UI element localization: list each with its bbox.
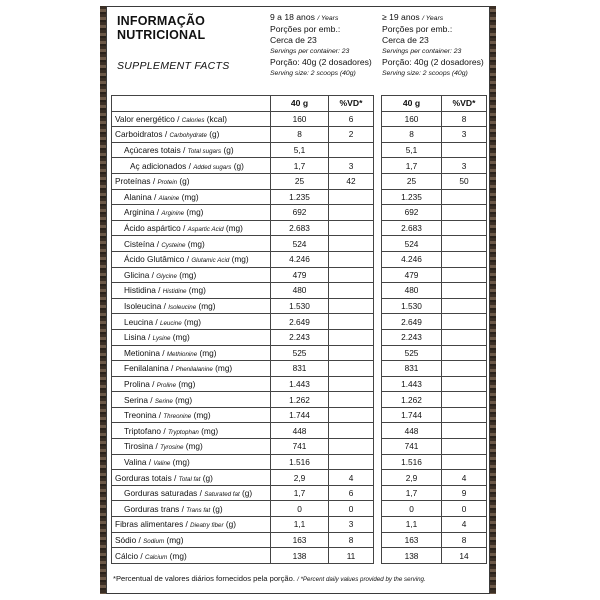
table-row: [112, 485, 487, 501]
nutrient-name: Gorduras trans / Trans fat (g): [112, 501, 271, 517]
column-gap: [374, 189, 382, 205]
dv-col1: [329, 454, 374, 470]
column-gap: [374, 205, 382, 221]
amount-col1: 1,1: [271, 517, 329, 533]
age-range-1: 9 a 18 anos / Years: [270, 12, 339, 22]
column-gap: [374, 485, 382, 501]
table-row: [112, 470, 487, 486]
dv-col2: 3: [442, 158, 487, 174]
serving-info-col2: [382, 12, 488, 79]
table-row: [112, 454, 487, 470]
right-package-edge: [490, 6, 496, 594]
column-gap: [374, 236, 382, 252]
label-subtitle: SUPPLEMENT FACTS: [117, 60, 230, 72]
amount-col2: 1.744: [382, 407, 442, 423]
dv-col2: 0: [442, 501, 487, 517]
dv-col1: [329, 142, 374, 158]
amount-col2: 741: [382, 439, 442, 455]
amount-col1: 138: [271, 548, 329, 564]
amount-col1: 2.683: [271, 220, 329, 236]
amount-col1: 4.246: [271, 251, 329, 267]
table-row: [112, 376, 487, 392]
dv-col2: [442, 314, 487, 330]
dv-col1: [329, 251, 374, 267]
nutrient-name: Cálcio / Calcium (mg): [112, 548, 271, 564]
amount-col1: 2.243: [271, 329, 329, 345]
dv-col1: 3: [329, 158, 374, 174]
dv-col2: 14: [442, 548, 487, 564]
dv-col1: [329, 267, 374, 283]
dv-col2: [442, 220, 487, 236]
table-row: [112, 142, 487, 158]
nutrient-name: Gorduras totais / Total fat (g): [112, 470, 271, 486]
table-row: [112, 501, 487, 517]
amount-col2: 0: [382, 501, 442, 517]
amount-col2: 1.516: [382, 454, 442, 470]
amount-col2: 8: [382, 127, 442, 143]
amount-col1: 8: [271, 127, 329, 143]
dv-col1: 0: [329, 501, 374, 517]
column-gap: [374, 423, 382, 439]
amount-col1: 1.235: [271, 189, 329, 205]
amount-col2: 831: [382, 361, 442, 377]
dv-col1: 6: [329, 485, 374, 501]
column-gap: [374, 361, 382, 377]
column-gap: [374, 267, 382, 283]
dv-header-1: %VD*: [329, 96, 374, 112]
table-row: [112, 267, 487, 283]
dv-col1: 11: [329, 548, 374, 564]
amount-col2: 4.246: [382, 251, 442, 267]
column-gap: [374, 407, 382, 423]
dv-col2: [442, 376, 487, 392]
dv-col1: [329, 423, 374, 439]
column-gap: [374, 127, 382, 143]
column-gap: [374, 532, 382, 548]
amount-col2: 5,1: [382, 142, 442, 158]
servings-en-2: Servings per container: 23: [382, 48, 462, 55]
dv-col1: [329, 439, 374, 455]
table-row: [112, 423, 487, 439]
dv-col2: [442, 205, 487, 221]
dv-col1: [329, 220, 374, 236]
column-gap: [374, 96, 382, 112]
table-row: [112, 392, 487, 408]
table-row: [112, 314, 487, 330]
dv-header-2: %VD*: [442, 96, 487, 112]
column-gap: [374, 454, 382, 470]
dv-col1: [329, 392, 374, 408]
serving-info-col1: [270, 12, 375, 79]
table-row: [112, 173, 487, 189]
nutrient-name: Valor energético / Calories (kcal): [112, 111, 271, 127]
dv-col1: [329, 205, 374, 221]
column-gap: [374, 470, 382, 486]
column-gap: [374, 251, 382, 267]
dv-col1: 3: [329, 517, 374, 533]
nutrient-name: Carboidratos / Carbohydrate (g): [112, 127, 271, 143]
dv-col2: [442, 283, 487, 299]
dv-col1: [329, 376, 374, 392]
nutrient-name: Treonina / Threonine (mg): [112, 407, 271, 423]
amount-col2: 1.530: [382, 298, 442, 314]
dv-col2: [442, 361, 487, 377]
amount-col2: 479: [382, 267, 442, 283]
amount-col1: 1.530: [271, 298, 329, 314]
nutrient-name: Tirosina / Tyrosine (mg): [112, 439, 271, 455]
table-row: [112, 548, 487, 564]
amount-col1: 448: [271, 423, 329, 439]
amount-col1: 1.443: [271, 376, 329, 392]
table-row: [112, 236, 487, 252]
nutrition-table: [111, 95, 487, 564]
dv-col1: [329, 283, 374, 299]
nutrient-name: Metionina / Methionine (mg): [112, 345, 271, 361]
column-gap: [374, 173, 382, 189]
title-line-2: NUTRICIONAL: [117, 28, 206, 42]
amount-col1: 479: [271, 267, 329, 283]
amount-col1: 2.649: [271, 314, 329, 330]
dv-col1: 8: [329, 532, 374, 548]
amount-col1: 1.516: [271, 454, 329, 470]
table-row: [112, 111, 487, 127]
dv-col1: [329, 329, 374, 345]
dv-col2: [442, 439, 487, 455]
amount-col1: 1,7: [271, 158, 329, 174]
nutrient-name: Fenilalanina / Phenilalanine (mg): [112, 361, 271, 377]
amount-col1: 5,1: [271, 142, 329, 158]
dv-col1: [329, 189, 374, 205]
column-gap: [374, 517, 382, 533]
nutrient-name: Leucina / Leucine (mg): [112, 314, 271, 330]
dv-col2: [442, 423, 487, 439]
amount-col1: 525: [271, 345, 329, 361]
dv-col1: 42: [329, 173, 374, 189]
footnote: *Percentual de valores diários fornecidos pela porção. / *Percent daily values provided by the serving.: [113, 574, 426, 583]
amount-col2: 2,9: [382, 470, 442, 486]
amount-col2: 692: [382, 205, 442, 221]
amount-col1: 25: [271, 173, 329, 189]
table-row: [112, 517, 487, 533]
table-row: [112, 329, 487, 345]
amount-col1: 160: [271, 111, 329, 127]
servings-en-1: Servings per container: 23: [270, 48, 350, 55]
amount-col1: 163: [271, 532, 329, 548]
portions-label-1: Porções por emb.:: [270, 24, 341, 34]
column-gap: [374, 439, 382, 455]
nutrient-name: Fibras alimentares / Dieatry fiber (g): [112, 517, 271, 533]
dv-col1: 2: [329, 127, 374, 143]
dv-col2: [442, 345, 487, 361]
column-gap: [374, 142, 382, 158]
dv-col2: 4: [442, 517, 487, 533]
dv-col1: [329, 314, 374, 330]
column-gap: [374, 111, 382, 127]
label-title: [117, 14, 247, 42]
dv-col2: 9: [442, 485, 487, 501]
column-gap: [374, 283, 382, 299]
table-row: [112, 532, 487, 548]
nutrient-name: Alanina / Alanine (mg): [112, 189, 271, 205]
nutrient-name: Sódio / Sodium (mg): [112, 532, 271, 548]
table-row: [112, 298, 487, 314]
dv-col2: [442, 251, 487, 267]
table-row: [112, 361, 487, 377]
amount-col2: 25: [382, 173, 442, 189]
amount-col2: 1.262: [382, 392, 442, 408]
nutrient-name: Histidina / Histidine (mg): [112, 283, 271, 299]
amount-col2: 1,7: [382, 158, 442, 174]
dv-col2: 8: [442, 111, 487, 127]
nutrient-name: Arginina / Arginine (mg): [112, 205, 271, 221]
column-gap: [374, 220, 382, 236]
amount-col1: 0: [271, 501, 329, 517]
dv-col2: [442, 392, 487, 408]
dv-col2: 4: [442, 470, 487, 486]
column-gap: [374, 376, 382, 392]
amount-col2: 2.649: [382, 314, 442, 330]
nutrient-name: Ácido aspártico / Aspartic Acid (mg): [112, 220, 271, 236]
column-gap: [374, 158, 382, 174]
dv-col2: [442, 236, 487, 252]
amount-col1: 692: [271, 205, 329, 221]
amount-col1: 831: [271, 361, 329, 377]
amount-col1: 1.744: [271, 407, 329, 423]
column-gap: [374, 329, 382, 345]
table-row: [112, 251, 487, 267]
amount-col2: 2.243: [382, 329, 442, 345]
nutrient-name: Açúcares totais / Total sugars (g): [112, 142, 271, 158]
amount-col1: 524: [271, 236, 329, 252]
dv-col2: [442, 267, 487, 283]
table-row: [112, 158, 487, 174]
dv-col1: [329, 407, 374, 423]
amount-col2: 525: [382, 345, 442, 361]
portions-count-2: Cerca de 23: [382, 35, 429, 45]
amount-col2: 163: [382, 532, 442, 548]
amount-col2: 138: [382, 548, 442, 564]
table-row: [112, 283, 487, 299]
amount-col2: 448: [382, 423, 442, 439]
amount-col2: 480: [382, 283, 442, 299]
amount-col1: 1.262: [271, 392, 329, 408]
nutrient-name: Serina / Serine (mg): [112, 392, 271, 408]
nutrient-name: Isoleucina / Isoleucine (mg): [112, 298, 271, 314]
amount-col1: 1,7: [271, 485, 329, 501]
amount-header-1: 40 g: [271, 96, 329, 112]
column-gap: [374, 298, 382, 314]
nutrient-name: Prolina / Proline (mg): [112, 376, 271, 392]
dv-col2: [442, 454, 487, 470]
nutrient-name: Glicina / Glycine (mg): [112, 267, 271, 283]
table-row: [112, 220, 487, 236]
dv-col2: [442, 189, 487, 205]
table-row: [112, 205, 487, 221]
amount-col2: 2.683: [382, 220, 442, 236]
dv-col2: [442, 142, 487, 158]
nutrient-name: Triptofano / Tryptophan (mg): [112, 423, 271, 439]
dv-col1: [329, 298, 374, 314]
table-row: [112, 407, 487, 423]
column-gap: [374, 548, 382, 564]
table-row: [112, 189, 487, 205]
nutrient-name: Cisteína / Cysteine (mg): [112, 236, 271, 252]
dv-col1: [329, 236, 374, 252]
portions-label-2: Porções por emb.:: [382, 24, 453, 34]
dv-col2: [442, 298, 487, 314]
dv-col2: 8: [442, 532, 487, 548]
title-line-1: INFORMAÇÃO: [117, 14, 206, 28]
table-row: [112, 439, 487, 455]
dv-col1: 4: [329, 470, 374, 486]
column-gap: [374, 345, 382, 361]
column-gap: [374, 392, 382, 408]
nutrient-name: Proteínas / Protein (g): [112, 173, 271, 189]
nutrient-name: Ácido Glutâmico / Glutamic Acid (mg): [112, 251, 271, 267]
amount-col2: 1.443: [382, 376, 442, 392]
nutrient-name: Valina / Valine (mg): [112, 454, 271, 470]
dv-col2: [442, 329, 487, 345]
table-row: [112, 345, 487, 361]
nutrient-name: Aç adicionados / Added sugars (g): [112, 158, 271, 174]
portion-size-2: Porção: 40g (2 dosadores): [382, 57, 484, 67]
amount-col2: 524: [382, 236, 442, 252]
amount-col2: 160: [382, 111, 442, 127]
dv-col1: 6: [329, 111, 374, 127]
amount-col2: 1,1: [382, 517, 442, 533]
amount-header-2: 40 g: [382, 96, 442, 112]
dv-col2: 50: [442, 173, 487, 189]
serving-size-en-2: Serving size: 2 scoops (40g): [382, 70, 468, 77]
table-row: [112, 127, 487, 143]
nutrient-header-cell: [112, 96, 271, 112]
table-header-row: [112, 96, 487, 112]
portions-count-1: Cerca de 23: [270, 35, 317, 45]
serving-size-en-1: Serving size: 2 scoops (40g): [270, 70, 356, 77]
nutrient-name: Gorduras saturadas / Saturated fat (g): [112, 485, 271, 501]
amount-col2: 1,7: [382, 485, 442, 501]
amount-col1: 2,9: [271, 470, 329, 486]
amount-col2: 1.235: [382, 189, 442, 205]
dv-col1: [329, 361, 374, 377]
amount-col1: 480: [271, 283, 329, 299]
nutrient-name: Lisina / Lysine (mg): [112, 329, 271, 345]
age-range-2: ≥ 19 anos / Years: [382, 12, 444, 22]
column-gap: [374, 501, 382, 517]
dv-col2: [442, 407, 487, 423]
dv-col2: 3: [442, 127, 487, 143]
column-gap: [374, 314, 382, 330]
amount-col1: 741: [271, 439, 329, 455]
dv-col1: [329, 345, 374, 361]
portion-size-1: Porção: 40g (2 dosadores): [270, 57, 372, 67]
